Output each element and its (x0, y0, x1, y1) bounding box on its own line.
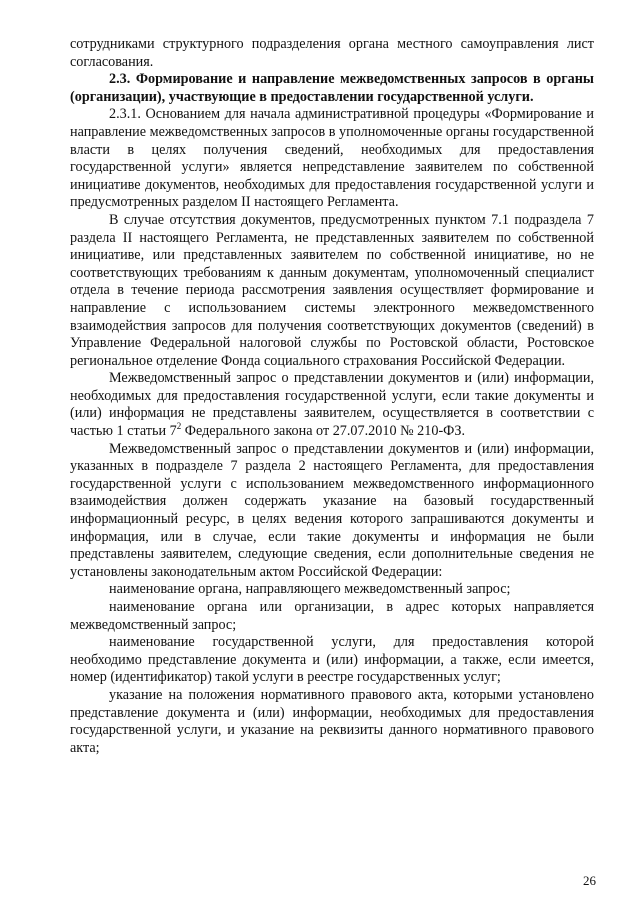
section-heading: 2.3. Формирование и направление межведомственных запросов в органы (организации), участвующие в предоставлении государственной услуги. (70, 71, 594, 105)
superscript-number: 2 (176, 421, 182, 432)
paragraph-absence-of-documents: В случае отсутствия документов, предусмотренных пунктом 7.1 подраздела 7 раздела II настоящего Регламента, не представленных заявителем по собственной инициативе, или представленных заявителем по собственной инициативе, но не соответствующих требованиям к данным документам, уполномоченный специалист отдела в течение периода рассмотрения заявления осуществляет формирование и направление с использованием системы электронного межведомственного взаимодействия запросов для получения соответствующих документов (сведений) в Управление Федеральной налоговой службы по Ростовской области, Ростовское региональное отделение Фонда социального страхования Российской Федерации. (70, 211, 594, 369)
paragraph-2-3-1: 2.3.1. Основанием для начала административной процедуры «Формирование и направление межведомственных запросов в уполномоченные органы государственной власти в целях получения сведений, необходимых для предоставления государственной услуги» является непредставление заявителем по собственной инициативе документов, необходимых для предоставления государственной услуги и предусмотренных разделом II настоящего Регламента. (70, 106, 594, 211)
list-item: наименование государственной услуги, для предоставления которой необходимо представление документа и (или) информации, а также, если имеется, номер (идентификатор) такой услуги в реестре государственных услуг; (70, 634, 594, 686)
paragraph-request-contents: Межведомственный запрос о представлении документов и (или) информации, указанных в подразделе 7 раздела 2 настоящего Регламента, для предоставления государственной услуги с использованием межведомственного информационного взаимодействия должен содержать указание на базовый государственный информационный ресурс, в целях ведения которого запрашиваются документы и информация, или в случае, если такие документы и информация не были представлены заявителем, следующие сведения, если дополнительные сведения не установлены законодательным актом Российской Федерации: (70, 440, 594, 580)
list-item: наименование органа, направляющего межведомственный запрос; (109, 581, 511, 598)
list-item: наименование органа или организации, в адрес которых направляется межведомственный запрос; (70, 599, 594, 633)
document-body (70, 36, 594, 757)
list-item: указание на положения нормативного правового акта, которыми установлено представление документа и (или) информации, необходимых для предоставления государственной услуги, и указание на реквизиты данного нормативного правового акта; (70, 686, 594, 756)
page-number: 26 (583, 873, 596, 888)
paragraph-text-part: Межведомственный запрос о представлении документов и (или) информации, необходимых для предоставления государственной услуги, если такие документы и (или) информация не представлены заявителем, осуществляется в соответствии с частью 1 статьи 7 (70, 370, 594, 440)
paragraph-continuation: сотрудниками структурного подразделения органа местного самоуправления лист согласования. (70, 36, 594, 70)
paragraph-text-part: Федерального закона от 27.07.2010 № 210-ФЗ. (181, 423, 466, 440)
paragraph-interagency-request (70, 370, 594, 440)
